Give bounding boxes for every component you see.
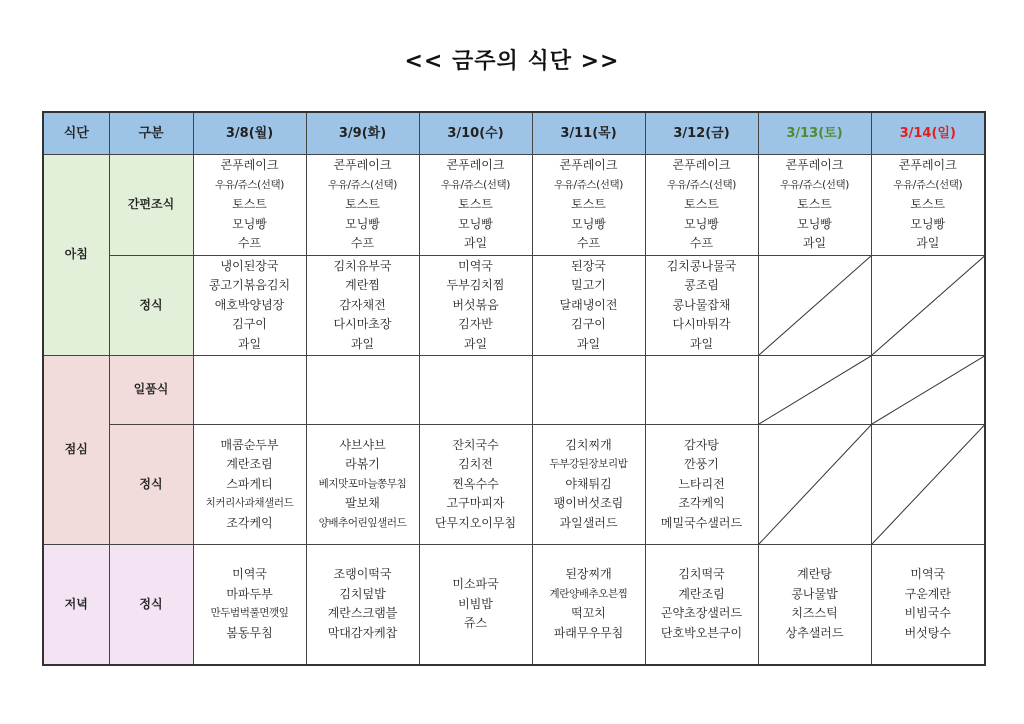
menu-cell (645, 545, 758, 665)
menu-item: 계란양배추오븐찜 (549, 587, 628, 600)
menu-item: 모닝빵 (232, 216, 267, 231)
no-service-diagonal (759, 425, 871, 544)
lunch-single-row (43, 356, 985, 425)
weekly-menu-table (42, 111, 986, 666)
menu-item: 치커리사과채샐러드 (205, 497, 294, 510)
menu-item: 우유/쥬스(선택) (441, 178, 510, 191)
menu-item: 감자채전 (339, 297, 386, 312)
menu-item: 콘푸레이크 (333, 158, 392, 173)
menu-item: 마파두부 (226, 586, 273, 601)
menu-cell (419, 256, 532, 356)
menu-item: 계란조림 (226, 457, 273, 472)
menu-item: 우유/쥬스(선택) (893, 178, 963, 191)
menu-item: 김치찌개 (565, 437, 612, 452)
diagonal-line (759, 256, 871, 355)
menu-item: 찐옥수수 (452, 476, 499, 491)
menu-item: 과일 (237, 336, 262, 351)
menu-item: 두부강된장보리밥 (549, 458, 628, 471)
no-service-diagonal (872, 425, 985, 544)
diagonal-line (759, 356, 871, 424)
header-day-sun: 3/14(일) (871, 112, 985, 155)
menu-item: 쥬스 (463, 616, 488, 630)
menu-item: 비빔국수 (904, 606, 951, 621)
menu-item: 과일 (802, 236, 827, 251)
menu-item: 김치떡국 (678, 567, 725, 582)
menu-cell (871, 545, 985, 665)
breakfast-light-row (43, 155, 985, 256)
diagonal-line (872, 425, 985, 544)
menu-item: 미역국 (232, 567, 267, 582)
menu-item: 버섯탕수 (904, 625, 951, 640)
menu-item: 우유/쥬스(선택) (667, 178, 736, 191)
header-day-thu: 3/11(목) (532, 112, 645, 155)
menu-cell (193, 256, 306, 356)
menu-cell-blank (645, 356, 758, 425)
menu-item: 모닝빵 (910, 216, 946, 231)
menu-item: 감자탕 (684, 437, 719, 452)
menu-item: 스파게티 (226, 476, 273, 491)
menu-item: 느타리전 (678, 476, 725, 491)
menu-item: 계란탕 (797, 567, 832, 582)
menu-item: 단무지오이무침 (434, 515, 517, 530)
menu-item: 계란스크램블 (327, 606, 398, 621)
menu-item: 샤브샤브 (339, 437, 386, 452)
menu-item: 콘푸레이크 (220, 158, 279, 173)
menu-item: 수프 (576, 236, 601, 251)
menu-item: 계란조림 (678, 586, 725, 601)
header-day-mon: 3/8(월) (193, 112, 306, 155)
menu-item: 양배추어린잎샐러드 (318, 516, 407, 529)
header-day-fri: 3/12(금) (645, 112, 758, 155)
menu-cell-blank (306, 356, 419, 425)
menu-item: 고구마피자 (446, 496, 505, 511)
menu-item: 과일 (463, 236, 488, 251)
menu-item: 봄동무침 (226, 625, 273, 640)
menu-cell (645, 425, 758, 545)
menu-item: 콘푸레이크 (785, 158, 844, 173)
menu-item: 우유/쥬스(선택) (215, 178, 284, 191)
menu-item: 수프 (350, 236, 375, 251)
menu-item: 우유/쥬스(선택) (328, 178, 397, 191)
menu-item: 치즈스틱 (791, 606, 838, 621)
menu-item: 김치유부국 (333, 258, 392, 273)
menu-item: 콘푸레이크 (446, 158, 505, 173)
menu-cell (306, 155, 419, 256)
no-service-diagonal (872, 356, 985, 424)
menu-item: 두부김치찜 (446, 278, 505, 293)
menu-item: 콘푸레이크 (559, 158, 618, 173)
menu-item: 모닝빵 (797, 216, 832, 231)
menu-item: 모닝빵 (458, 216, 493, 231)
header-row (43, 112, 985, 155)
menu-cell (532, 256, 645, 356)
no-service-diagonal (872, 256, 985, 355)
menu-item: 토스트 (345, 197, 380, 212)
menu-item: 떡꼬치 (571, 606, 606, 621)
diagonal-line (872, 256, 985, 355)
menu-item: 김자반 (458, 317, 493, 332)
menu-item: 김치덮밥 (339, 586, 386, 601)
menu-item: 토스트 (458, 197, 493, 212)
category-label-full: 정식 (109, 425, 193, 545)
lunch-full-row (43, 425, 985, 545)
menu-cell-blank (532, 356, 645, 425)
menu-item: 토스트 (684, 197, 719, 212)
menu-item: 매콤순두부 (220, 437, 279, 452)
menu-cell-blank (419, 356, 532, 425)
no-service-diagonal (759, 256, 871, 355)
menu-item: 잔치국수 (452, 437, 499, 452)
menu-cell (758, 545, 871, 665)
dinner-full-row (43, 545, 985, 665)
menu-cell (871, 155, 985, 256)
menu-item: 김구이 (571, 317, 606, 332)
menu-cell (193, 425, 306, 545)
menu-item: 된장국 (571, 258, 606, 273)
menu-cell (532, 425, 645, 545)
menu-cell (193, 545, 306, 665)
menu-item: 모닝빵 (684, 216, 719, 231)
menu-item: 토스트 (571, 197, 606, 212)
menu-item: 토스트 (910, 197, 946, 212)
menu-item: 애호박양념장 (214, 297, 285, 312)
menu-item: 과일 (916, 236, 940, 251)
header-meal: 식단 (43, 112, 109, 155)
menu-item: 비빔밥 (458, 596, 493, 611)
category-label-light: 간편조식 (109, 155, 193, 256)
menu-item: 모닝빵 (345, 216, 380, 231)
menu-item: 과일 (463, 336, 488, 351)
menu-cell-empty (758, 356, 871, 425)
menu-item: 계란찜 (345, 278, 380, 293)
menu-item: 달래냉이전 (559, 297, 618, 312)
menu-item: 팽이버섯조림 (553, 496, 624, 511)
menu-cell-empty (871, 356, 985, 425)
menu-cell-empty (871, 425, 985, 545)
header-day-tue: 3/9(화) (306, 112, 419, 155)
menu-item: 조각케익 (226, 515, 273, 530)
meal-label-breakfast: 아침 (43, 155, 109, 356)
menu-item: 미역국 (910, 567, 946, 582)
menu-cell (645, 155, 758, 256)
menu-item: 곤약초장샐러드 (660, 606, 743, 621)
menu-item: 수프 (689, 236, 714, 251)
menu-item: 콘푸레이크 (898, 158, 957, 173)
menu-cell-empty (758, 256, 871, 356)
menu-item: 라볶기 (345, 457, 380, 472)
menu-item: 팔보채 (345, 496, 380, 511)
menu-item: 모닝빵 (571, 216, 606, 231)
menu-item: 된장찌개 (565, 567, 612, 582)
menu-cell (645, 256, 758, 356)
menu-cell (758, 155, 871, 256)
menu-item: 과일 (689, 336, 714, 351)
menu-item: 콩조림 (684, 278, 719, 293)
category-label-full: 정식 (109, 256, 193, 356)
category-label-single: 일품식 (109, 356, 193, 425)
header-category: 구분 (109, 112, 193, 155)
menu-item: 만두범벅풀면깻잎 (210, 607, 289, 620)
menu-item: 다시마튀각 (672, 317, 731, 332)
menu-item: 콘푸레이크 (672, 158, 731, 173)
category-label-full: 정식 (109, 545, 193, 665)
menu-item: 조랭이떡국 (333, 567, 392, 582)
menu-item: 단호박오븐구이 (660, 625, 743, 640)
menu-item: 우유/쥬스(선택) (780, 178, 849, 191)
menu-cell (419, 425, 532, 545)
menu-item: 다시마초장 (333, 317, 392, 332)
menu-item: 김구이 (232, 317, 267, 332)
menu-item: 우유/쥬스(선택) (554, 178, 623, 191)
menu-cell-empty (871, 256, 985, 356)
menu-item: 콩나물밥 (791, 586, 838, 601)
meal-label-dinner: 저녁 (43, 545, 109, 665)
menu-item: 조각케익 (678, 496, 725, 511)
menu-item: 과일 (350, 336, 375, 351)
menu-item: 콩나물잡채 (672, 297, 731, 312)
menu-item: 막대감자케찹 (327, 625, 398, 640)
menu-cell (419, 545, 532, 665)
menu-cell-blank (193, 356, 306, 425)
diagonal-line (759, 425, 871, 544)
menu-item: 김치콩나물국 (666, 258, 737, 273)
diagonal-line (872, 356, 985, 424)
menu-item: 버섯볶음 (452, 297, 499, 312)
page-title: << 금주의 식단 >> (404, 49, 620, 74)
menu-item: 수프 (237, 236, 262, 251)
header-day-wed: 3/10(수) (419, 112, 532, 155)
menu-item: 과일 (576, 336, 601, 351)
menu-item: 파래무우무침 (553, 625, 624, 640)
menu-item: 베지맛포마늘쫑무침 (318, 477, 407, 490)
menu-item: 미소파국 (452, 577, 499, 591)
menu-cell (532, 155, 645, 256)
menu-item: 미역국 (458, 258, 493, 273)
menu-cell (193, 155, 306, 256)
menu-cell (306, 545, 419, 665)
meal-label-lunch: 점심 (43, 356, 109, 545)
menu-item: 깐풍기 (684, 457, 719, 472)
menu-item: 야채튀김 (565, 476, 612, 491)
menu-item: 밀고기 (571, 278, 606, 293)
menu-item: 콩고기볶음김치 (208, 278, 291, 293)
menu-item: 구운계란 (904, 586, 951, 601)
menu-item: 과일샐러드 (559, 515, 618, 530)
menu-cell-empty (758, 425, 871, 545)
menu-item: 상추샐러드 (785, 625, 844, 640)
menu-cell (532, 545, 645, 665)
menu-cell (419, 155, 532, 256)
menu-item: 김치전 (458, 457, 493, 472)
header-day-sat: 3/13(토) (758, 112, 871, 155)
menu-item: 메밀국수샐러드 (660, 515, 743, 530)
menu-item: 토스트 (797, 197, 832, 212)
menu-cell (306, 256, 419, 356)
menu-item: 냉이된장국 (220, 258, 279, 273)
no-service-diagonal (759, 356, 871, 424)
breakfast-full-row (43, 256, 985, 356)
menu-cell (306, 425, 419, 545)
menu-item: 토스트 (232, 197, 267, 212)
